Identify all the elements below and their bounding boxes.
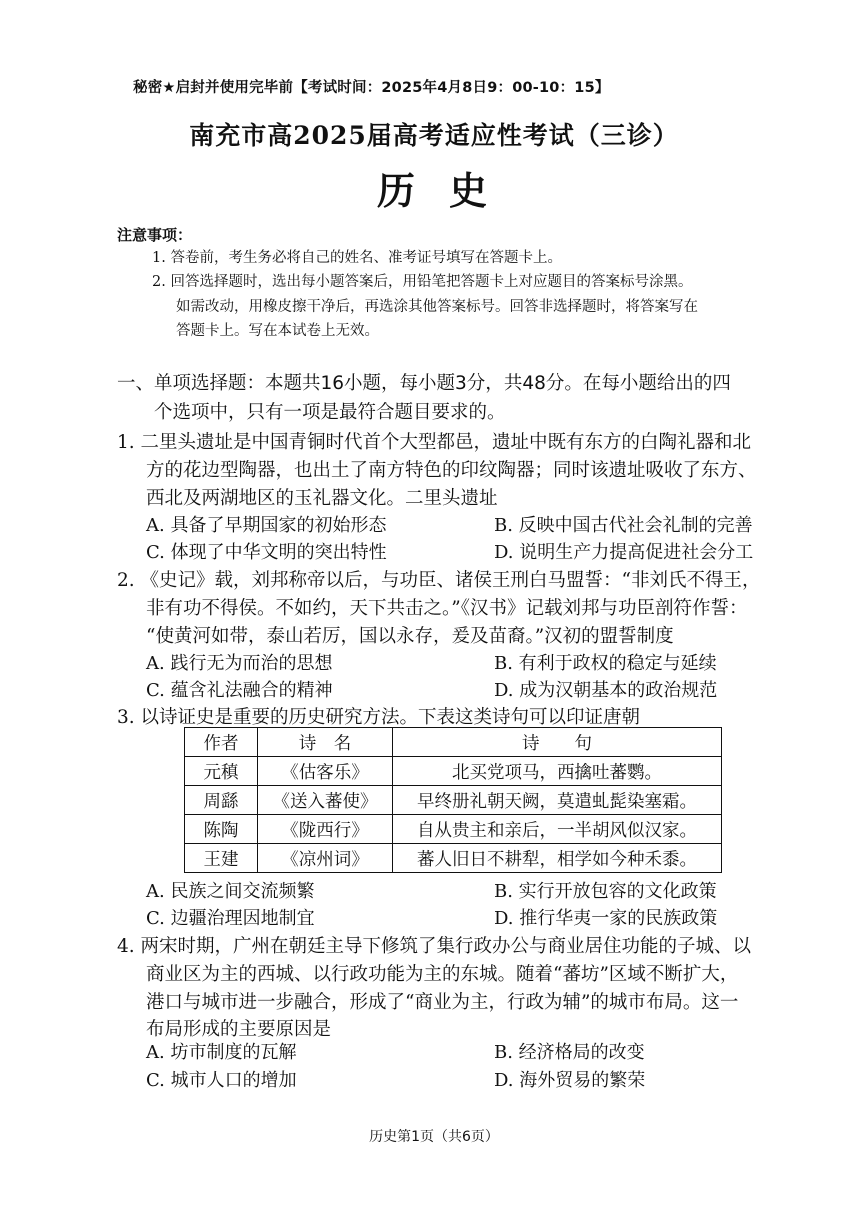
poem-author: 元稹: [185, 757, 258, 786]
question-2-text: 2. 《史记》载，刘邦称帝以后，与功臣、诸侯王刑白马盟誓：“非刘氏不得王，: [117, 570, 761, 591]
poem-table-header: [185, 728, 722, 757]
notice-item: 2. 回答选择题时，选出每小题答案后，用铅笔把答题卡上对应题目的答案标号涂黑。: [152, 274, 693, 290]
poem-author: 周繇: [185, 786, 258, 815]
notice-item: 1. 答卷前，考生务必将自己的姓名、准考证号填写在答题卡上。: [152, 250, 562, 266]
header-poem-name: 诗 名: [258, 728, 393, 757]
table-row: [185, 757, 722, 786]
question-3-option-d: D. 推行华夷一家的民族政策: [494, 908, 718, 929]
question-1-text: 西北及两湖地区的玉礼器文化。二里头遗址: [146, 488, 498, 509]
poem-author: 陈陶: [185, 815, 258, 844]
question-2-option-c: C. 蕴含礼法融合的精神: [146, 680, 333, 701]
poem-author: 王建: [185, 844, 258, 873]
question-1-option-b: B. 反映中国古代社会礼制的完善: [494, 515, 753, 536]
question-2-option-b: B. 有利于政权的稳定与延续: [494, 653, 717, 674]
question-3-option-b: B. 实行开放包容的文化政策: [494, 881, 717, 902]
page-footer: 历史第1页（共6页）: [369, 1129, 499, 1145]
poem-verse: 北买党项马，西擒吐蕃鹦。: [393, 757, 722, 786]
question-4-text: 商业区为主的西城、以行政功能为主的东城。随着“蕃坊”区域不断扩大，: [146, 964, 739, 985]
question-4-option-d: D. 海外贸易的繁荣: [494, 1070, 646, 1091]
table-row: [185, 815, 722, 844]
poem-name: 《送入蕃使》: [258, 786, 393, 815]
question-2-text: “使黄河如带，泰山若厉，国以永存，爰及苗裔。”汉初的盟誓制度: [146, 626, 674, 647]
question-3-option-a: A. 民族之间交流频繁: [146, 881, 315, 902]
table-row: [185, 786, 722, 815]
notice-item: 如需改动，用橡皮擦干净后，再选涂其他答案标号。回答非选择题时，将答案写在: [176, 299, 698, 315]
notice-item: 答题卡上。写在本试卷上无效。: [176, 323, 379, 339]
question-1-option-a: A. 具备了早期国家的初始形态: [146, 515, 387, 536]
section-heading: 一、单项选择题：本题共16小题，每小题3分，共48分。在每小题给出的四: [117, 373, 731, 394]
question-4-option-a: A. 坊市制度的瓦解: [146, 1042, 297, 1063]
question-1-option-c: C. 体现了中华文明的突出特性: [146, 542, 387, 563]
poem-verse: 早终册礼朝天阙，莫遣虬髭染塞霜。: [393, 786, 722, 815]
poem-verse: 自从贵主和亲后，一半胡风似汉家。: [393, 815, 722, 844]
poem-name: 《凉州词》: [258, 844, 393, 873]
notice-heading: 注意事项：: [117, 226, 193, 244]
poem-name: 《陇西行》: [258, 815, 393, 844]
question-3-option-c: C. 边疆治理因地制宜: [146, 908, 315, 929]
exam-title: 南充市高2025届高考适应性考试（三诊）: [189, 121, 679, 150]
question-1-text: 方的花边型陶器，也出土了南方特色的印纹陶器；同时该遗址吸收了东方、: [146, 460, 757, 481]
question-2-text: 非有功不得侯。不如约，天下共击之。”《汉书》记载刘邦与功臣剖符作誓：: [146, 598, 748, 619]
header-verse: 诗 句: [393, 728, 722, 757]
question-4-text: 港口与城市进一步融合，形成了“商业为主，行政为辅”的城市布局。这一: [146, 992, 739, 1013]
section-heading-cont: 个选项中，只有一项是最符合题目要求的。: [154, 402, 506, 423]
subject-title: 历史: [376, 168, 521, 213]
question-3-text: 3. 以诗证史是重要的历史研究方法。下表这类诗句可以印证唐朝: [117, 707, 641, 728]
question-1-option-d: D. 说明生产力提高促进社会分工: [494, 542, 754, 563]
question-4-option-c: C. 城市人口的增加: [146, 1070, 297, 1091]
header-author: 作者: [185, 728, 258, 757]
question-4-text: 4. 两宋时期，广州在朝廷主导下修筑了集行政办公与商业居住功能的子城、以: [117, 936, 752, 957]
question-4-option-b: B. 经济格局的改变: [494, 1042, 645, 1063]
question-4-text: 布局形成的主要原因是: [146, 1019, 332, 1040]
question-2-option-a: A. 践行无为而治的思想: [146, 653, 333, 674]
poem-name: 《估客乐》: [258, 757, 393, 786]
question-1-text: 1. 二里头遗址是中国青铜时代首个大型都邑，遗址中既有东方的白陶礼器和北: [117, 432, 752, 453]
table-row: [185, 844, 722, 873]
question-2-option-d: D. 成为汉朝基本的政治规范: [494, 680, 718, 701]
confidential-line: 秘密★启封并使用完毕前【考试时间：2025年4月8日9：00-10：15】: [133, 80, 610, 96]
poem-verse: 蕃人旧日不耕犁，相学如今种禾黍。: [393, 844, 722, 873]
poem-table: [184, 727, 722, 873]
